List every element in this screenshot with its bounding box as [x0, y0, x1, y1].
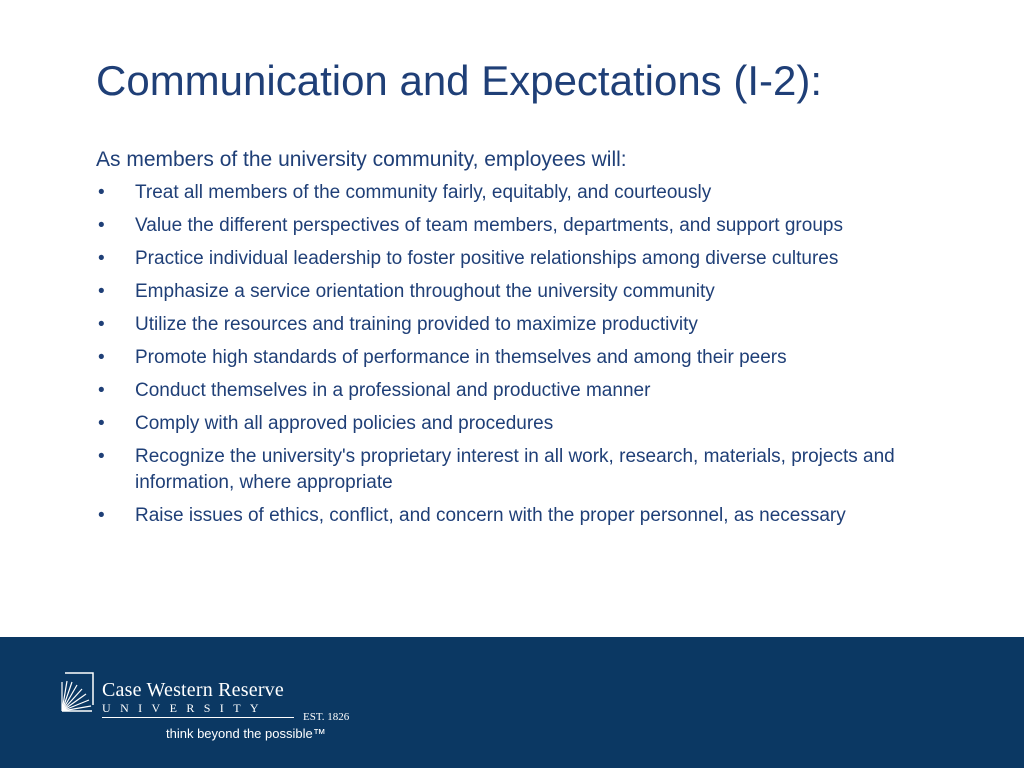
bullet-item	[96, 411, 936, 437]
logo-tagline: think beyond the possible™	[166, 726, 326, 741]
bullet-dot: •	[98, 347, 105, 368]
logo-established: EST. 1826	[303, 711, 350, 723]
bullet-list	[96, 180, 936, 529]
bullet-text: Recognize the university's proprietary interest in all work, research, materials, projects and information, where appropriate	[135, 446, 895, 493]
bullet-text: Value the different perspectives of team members, departments, and support groups	[135, 215, 843, 236]
logo-divider	[102, 717, 294, 718]
slide-body	[96, 146, 936, 536]
bullet-item	[96, 503, 936, 529]
bullet-dot: •	[98, 314, 105, 335]
bullet-text: Practice individual leadership to foster positive relationships among diverse cultures	[135, 248, 839, 269]
bullet-item	[96, 180, 936, 206]
bullet-item	[96, 279, 936, 305]
bullet-item	[96, 312, 936, 338]
bullet-dot: •	[98, 182, 105, 203]
bullet-item	[96, 378, 936, 404]
bullet-text: Treat all members of the community fairly, equitably, and courteously	[135, 182, 712, 203]
bullet-text: Raise issues of ethics, conflict, and concern with the proper personnel, as necessary	[135, 505, 846, 526]
logo-wordmark: Case Western Reserve	[102, 679, 284, 701]
bullet-item	[96, 444, 936, 496]
logo-university-text: UNIVERSITY	[102, 701, 268, 715]
bullet-text: Comply with all approved policies and procedures	[135, 413, 554, 434]
bullet-item	[96, 345, 936, 371]
bullet-dot: •	[98, 248, 105, 269]
bullet-dot: •	[98, 281, 105, 302]
bullet-dot: •	[98, 215, 105, 236]
bullet-item	[96, 213, 936, 239]
bullet-text: Utilize the resources and training provided to maximize productivity	[135, 314, 698, 335]
bullet-dot: •	[98, 413, 105, 434]
bullet-text: Promote high standards of performance in themselves and among their peers	[135, 347, 787, 368]
bullet-item	[96, 246, 936, 272]
bullet-dot: •	[98, 505, 105, 526]
slide-title: Communication and Expectations (I-2):	[96, 57, 822, 104]
footer-band	[0, 637, 1024, 768]
bullet-text: Conduct themselves in a professional and productive manner	[135, 380, 651, 401]
intro-text: As members of the university community, employees will:	[96, 148, 627, 171]
bullet-dot: •	[98, 380, 105, 401]
bullet-text: Emphasize a service orientation throughout the university community	[135, 281, 715, 302]
bullet-dot: •	[98, 446, 105, 467]
university-logo	[60, 671, 360, 746]
cwru-sunburst-icon	[60, 671, 96, 713]
